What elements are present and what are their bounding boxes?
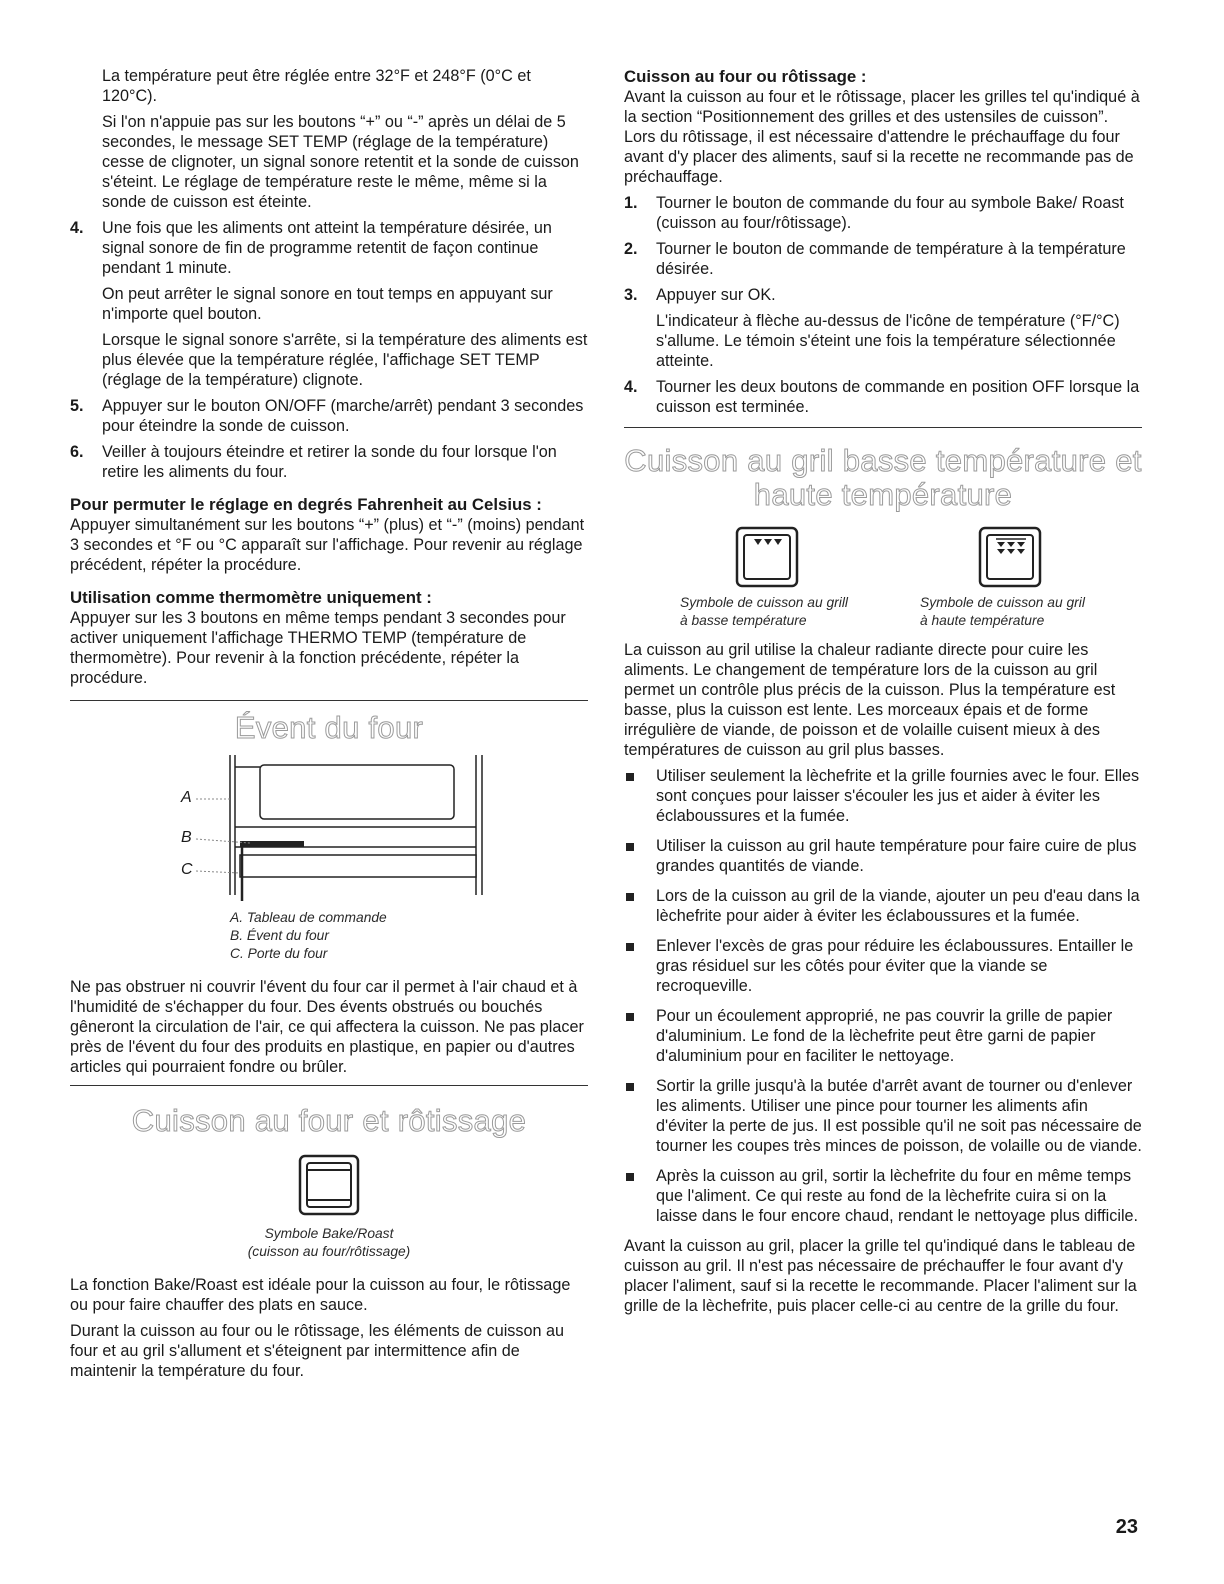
vent-captions — [70, 909, 588, 963]
divider — [624, 427, 1142, 428]
step-4-note-a: On peut arrêter le signal sonore en tout temps en appuyant sur n'importe quel bouton. — [102, 285, 553, 323]
caption-a: A. Tableau de commande — [230, 910, 387, 925]
bullet-item: Après la cuisson au gril, sortir la lèchefrite du four en même temps que l'aliment. Ce qui reste au fond de la lèchefrite cuira si on la laisse dans le four encore chaud, rendant le nettoyage plus difficile. — [624, 1166, 1142, 1226]
step-3-note: L'indicateur à flèche au-dessus de l'icône de température (°F/°C) s'allume. Le témoin s'éteint une fois la température sélectionnée atteinte. — [656, 312, 1120, 370]
broil-symbols — [624, 520, 1142, 630]
step-3: 3. Appuyer sur OK. — [624, 286, 776, 304]
fahrenheit-text: Appuyer simultanément sur les boutons “+” (plus) et “-” (moins) pendant 3 secondes et °F ou °C apparaît sur l'affichage. Pour revenir au réglage précédent, répéter la procédure. — [70, 516, 585, 574]
step-4-right: 4. Tourner les deux boutons de commande en position OFF lorsque la cuisson est terminée. — [624, 378, 1140, 416]
left-column — [70, 66, 588, 1381]
step-5: 5. Appuyer sur le bouton ON/OFF (marche/arrêt) pendant 3 secondes pour éteindre la sonde de cuisson. — [70, 397, 584, 435]
bake-text-1: La fonction Bake/Roast est idéale pour la cuisson au four, le rôtissage ou pour faire chauffer des plats en sauce. — [70, 1276, 571, 1314]
divider — [70, 1085, 588, 1086]
thermo-text: Appuyer sur les 3 boutons en même temps pendant 3 secondes pour activer uniquement l'affichage THERMO TEMP (température de thermomètre). Pour revenir à la fonction précédente, répéter la procédure. — [70, 609, 566, 687]
low-broil-caption: Symbole de cuisson au grill à basse température — [680, 595, 848, 628]
step-4: 4. Une fois que les aliments ont atteint la température désirée, un signal sonore de fin de programme retentit de façon continue pendant 1 minute. — [70, 219, 552, 277]
broil-intro: La cuisson au gril utilise la chaleur radiante directe pour cuire les aliments. Le changement de température lors de la cuisson au gril permet un contrôle plus précis de la cuisson. Plus la température est basse, plus la cuisson est lente. Les morceaux épais et de forme irrégulière de viande, de poisson et de volaille cuisent mieux à des températures de cuisson au gril plus basses. — [624, 641, 1116, 759]
label-c: C — [181, 861, 193, 878]
heading-bake-roast: Cuisson au four ou rôtissage : — [624, 67, 867, 86]
section-title-vent: Évent du four — [234, 710, 424, 745]
right-column — [624, 66, 1142, 1316]
step-2: 2. Tourner le bouton de commande de température à la température désirée. — [624, 240, 1126, 278]
bullet-item: Utiliser la cuisson au gril haute température pour faire cuire de plus grandes quantités de viande. — [624, 836, 1142, 876]
bake-roast-symbol — [70, 1154, 588, 1221]
step-1: 1. Tourner le bouton de commande du four au symbole Bake/ Roast (cuisson au four/rôtissage). — [624, 194, 1124, 232]
section-title-bake: Cuisson au four et rôtissage — [131, 1103, 527, 1138]
bullet-item: Sortir la grille jusqu'à la butée d'arrêt avant de tourner ou d'enlever les aliments. Utiliser une pince pour tourner les aliments afin d'éviter la perte de jus. Il est possible qu'il ne soit pas nécessaire de tourner les coupes très minces de poisson, de volaille ou de viande. — [624, 1076, 1142, 1156]
step-4-note-b: Lorsque le signal sonore s'arrête, si la température des aliments est plus élevée que la température réglée, l'affichage SET TEMP (réglage de la température) clignote. — [102, 331, 588, 389]
label-a: A — [181, 789, 192, 806]
high-broil-caption: Symbole de cuisson au gril à haute température — [920, 595, 1085, 628]
section-title-broil-2: haute température — [753, 477, 1013, 512]
temp-range-text: La température peut être réglée entre 32°F et 248°F (0°C et 120°C). — [102, 67, 531, 105]
bullet-item: Utiliser seulement la lèchefrite et la grille fournies avec le four. Elles sont conçues pour laisser s'écouler les jus et aider à éviter les éclaboussures et la fumée. — [624, 766, 1142, 826]
label-b: B — [181, 829, 192, 846]
bullet-item: Lors de la cuisson au gril de la viande, ajouter un peu d'eau dans la lèchefrite pour aider à éviter les éclaboussures et la fumée. — [624, 886, 1142, 926]
bake-roast-icon — [298, 1154, 360, 1216]
bullet-item: Enlever l'excès de gras pour réduire les éclaboussures. Entailler le gras résiduel sur les côtés pour éviter que la viande se recroqueville. — [624, 936, 1142, 996]
oven-vent-illustration — [70, 755, 588, 905]
section-title-broil-1: Cuisson au gril basse température et — [624, 443, 1142, 478]
heading-thermo: Utilisation comme thermomètre uniquement : — [70, 588, 432, 607]
low-broil-icon — [735, 526, 799, 588]
oven-vent-diagram — [70, 755, 588, 905]
broil-final-text: Avant la cuisson au gril, placer la grille tel qu'indiqué dans le tableau de cuisson au gril. Il n'est pas nécessaire de préchauffer le four avant d'y placer l'aliment, sauf si la recette le recommande. Placer l'aliment sur la grille de la lèchefrite, puis placer celle-ci au centre de la grille du four. — [624, 1237, 1137, 1315]
bake-roast-intro: Avant la cuisson au four et le rôtissage, placer les grilles tel qu'indiqué à la section “Positionnement des grilles et des ustensiles de cuisson”. Lors du rôtissage, il est nécessaire d'attendre le préchauffage du four avant d'y placer des aliments, sauf si la recette ne recommande pas de préchauffage. — [624, 88, 1140, 186]
bake-caption: Symbole Bake/Roast (cuisson au four/rôtissage) — [247, 1226, 411, 1259]
step-6: 6. Veiller à toujours éteindre et retirer la sonde du four lorsque l'on retire les aliments du four. — [70, 443, 557, 481]
caption-c: C. Porte du four — [230, 946, 328, 961]
high-broil-icon — [978, 526, 1042, 588]
page-number: 23 — [1115, 1516, 1138, 1538]
divider — [70, 700, 588, 701]
heading-fahrenheit: Pour permuter le réglage en degrés Fahrenheit au Celsius : — [70, 495, 542, 514]
set-temp-text: Si l'on n'appuie pas sur les boutons “+” ou “-” après un délai de 5 secondes, le message SET TEMP (réglage de la température) cesse de clignoter, un signal sonore retentit et la sonde de cuisson s'éteint. Le réglage de température reste le même, même si la sonde de cuisson est éteinte. — [102, 113, 579, 211]
caption-b: B. Évent du four — [230, 928, 329, 943]
bake-text-2: Durant la cuisson au four ou le rôtissage, les éléments de cuisson au four et au gril s'allument et s'éteignent par intermittence afin de maintenir la température du four. — [70, 1322, 564, 1380]
vent-text: Ne pas obstruer ni couvrir l'évent du four car il permet à l'air chaud et à l'humidité de s'échapper du four. Des évents obstrués ou bouchés gêneront la circulation de l'air, ce qui affectera la cuisson. Ne pas placer près de l'évent du four des produits en plastique, en papier ou d'autres articles qui pourraient fondre ou brûler. — [70, 978, 584, 1076]
bullet-item: Pour un écoulement approprié, ne pas couvrir la grille de papier d'aluminium. Le fond de la lèchefrite peut être garni de papier d'aluminium pour en faciliter le nettoyage. — [624, 1006, 1142, 1066]
